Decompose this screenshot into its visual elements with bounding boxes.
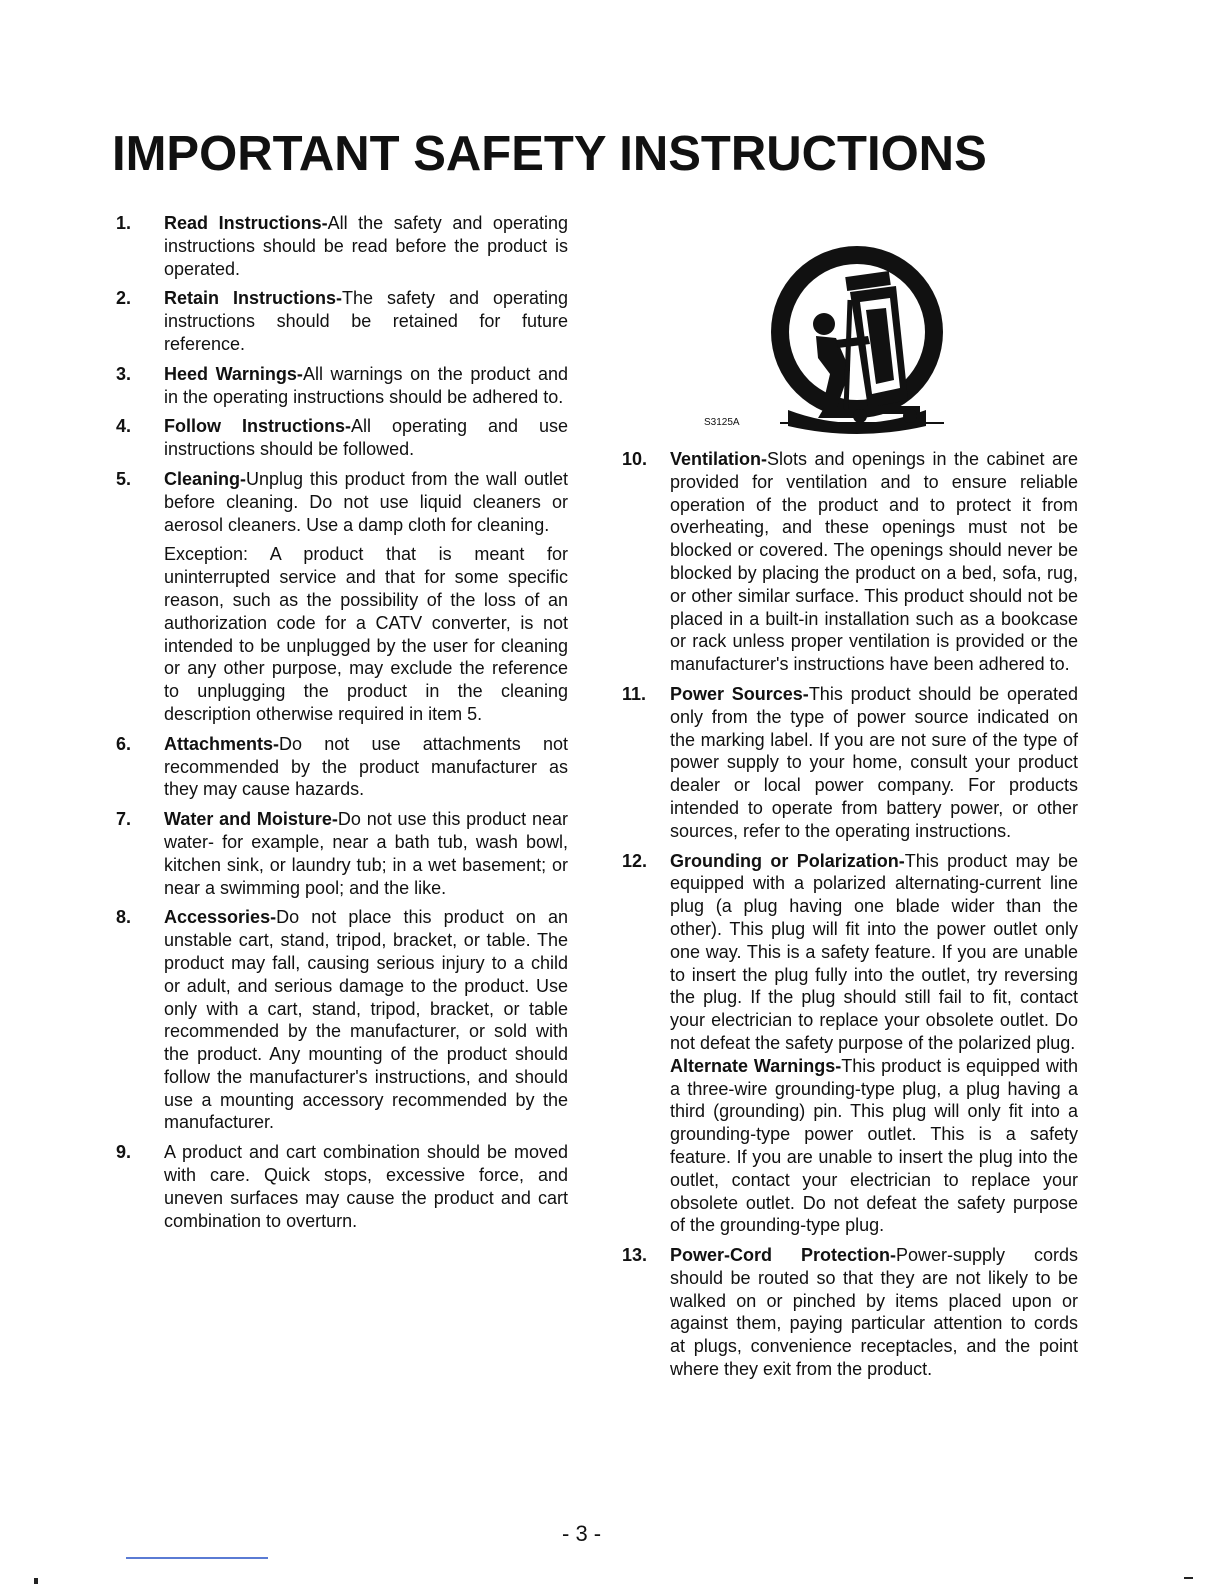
item-heading: Cleaning-: [164, 468, 247, 489]
item-text: The safety and operating instructions should be retained for future reference.: [164, 288, 569, 354]
item-text: Power-supply cords should be routed so that they are not likely to be walked on or pinched by items placed upon or against them, paying particular attention to cords at plugs, convenience receptacles, and the point where they exit from the product.: [670, 1245, 1078, 1380]
item-number: 13.: [622, 1245, 648, 1266]
item-heading: Follow Instructions-: [164, 416, 351, 437]
item-exception-text: Exception: A product that is meant for uninterrupted service and that for some specific reason, such as the possibility of the loss of an authorization code for a CATV converter, is not intended to be unplugged by the user for cleaning or any other purpose, may exclude the reference to unplugging the product in the cleaning description otherwise required in item 5.: [164, 544, 568, 724]
item-number: 2.: [116, 288, 132, 309]
figure-code: S3125A: [704, 417, 740, 428]
safety-item: [622, 1244, 1078, 1381]
item-alternate-warning: [670, 1055, 1078, 1237]
right-column: [622, 448, 1078, 1388]
alternate-text: This product is equipped with a three-wire grounding-type plug, a plug having a third (grounding) pin. This plug will only fit into a grounding-type power outlet. This is a safety feature. If you are unable to insert the plug into the outlet, contact your electrician to replace your obsolete outlet. Do not defeat the safety purpose of the grounding-type plug.: [670, 1055, 1078, 1236]
safety-item: [116, 1141, 568, 1232]
item-number: 10.: [622, 449, 648, 469]
scan-mark: [34, 1578, 38, 1584]
item-heading: Heed Warnings-: [164, 363, 303, 384]
footer-rule: [126, 1557, 268, 1559]
left-column: [116, 212, 568, 1239]
item-text: A product and cart combination should be moved with care. Quick stops, excessive force, and uneven surfaces may cause the product and cart combination to overturn.: [164, 1142, 568, 1231]
page-number: - 3 -: [562, 1521, 602, 1546]
item-text: This product may be equipped with a polarized alternating-current line plug (a plug having one blade wider than the other). This plug will fit into the power outlet only one way. This is a safety feature. If you are unable to insert the plug fully into the outlet, try reversing the plug. If the plug should still fail to fit, contact your electrician to replace your obsolete outlet. Do not defeat the safety purpose of the polarized plug.: [670, 850, 1078, 1053]
item-number: 8.: [116, 907, 132, 928]
safety-item: [622, 448, 1078, 676]
item-number: 11.: [622, 683, 647, 704]
item-number: 6.: [116, 733, 132, 754]
item-number: 12.: [622, 850, 648, 871]
item-heading: Attachments-: [164, 733, 280, 754]
safety-item: [116, 733, 568, 801]
safety-item: [116, 363, 568, 409]
safety-item: [116, 287, 568, 355]
item-text: All the safety and operating instructions should be read before the product is operated.: [164, 213, 568, 279]
cart-tipover-warning-icon: [700, 240, 960, 440]
safety-item: [116, 415, 568, 461]
item-text: Unplug this product from the wall outlet before cleaning. Do not use liquid cleaners or aerosol cleaners. Use a damp cloth for cleaning.: [164, 468, 568, 535]
item-number: 1.: [116, 213, 132, 233]
item-text: All warnings on the product and in the operating instructions should be adhered to.: [164, 363, 568, 407]
item-text: Do not place this product on an unstable cart, stand, tripod, bracket, or table. The product may fall, causing serious injury to a child or adult, and serious damage to the product. Use only with a cart, stand, tripod, bracket, or table recommended by the manufacturer, or sold with the product. Any mounting of the product should follow the manufacturer's instructions, and should use a mounting accessory recommended by the manufacturer.: [164, 907, 568, 1133]
item-number: 7.: [116, 809, 132, 830]
item-number: 9.: [116, 1142, 132, 1163]
page-title: IMPORTANT SAFETY INSTRUCTIONS: [112, 127, 987, 181]
item-text: This product should be operated only from the type of power source indicated on the marking label. If you are not sure of the type of power supply to your home, consult your product dealer or local power company. For products intended to operate from battery power, or other sources, refer to the operating instructions.: [670, 683, 1079, 841]
safety-item: [622, 850, 1078, 1238]
item-text: Do not use this product near water- for example, near a bath tub, wash bowl, kitchen sink, or laundry tub; in a wet basement; or near a swimming pool; and the like.: [164, 809, 568, 898]
item-heading: Accessories-: [164, 907, 277, 928]
item-number: 3.: [116, 363, 132, 384]
item-heading: Retain Instructions-: [164, 288, 342, 309]
safety-item: [622, 683, 1078, 843]
item-heading: Power Sources-: [670, 683, 809, 704]
item-heading: Grounding or Polarization-: [670, 850, 905, 871]
item-text: All operating and use instructions should be followed.: [164, 416, 568, 460]
safety-item: [116, 906, 568, 1134]
item-heading: Power-Cord Protection-: [670, 1245, 896, 1266]
safety-item: [116, 468, 568, 726]
safety-item: [116, 808, 568, 899]
item-number: 5.: [116, 468, 132, 489]
scan-mark: [1184, 1577, 1193, 1579]
item-heading: Water and Moisture-: [164, 809, 338, 830]
safety-item: [116, 212, 568, 280]
item-heading: Read Instructions-: [164, 213, 328, 233]
item-heading: Ventilation-: [670, 449, 768, 469]
item-text: Do not use attachments not recommended by the product manufacturer as they may cause hazards.: [164, 733, 568, 800]
alternate-heading: Alternate Warnings-: [670, 1055, 842, 1076]
item-number: 4.: [116, 416, 132, 437]
item-text: Slots and openings in the cabinet are provided for ventilation and to ensure reliable operation of the product and to protect it from overheating, and these openings must not be blocked or covered. The openings should never be blocked by placing the product on a bed, sofa, rug, or other similar surface. This product should not be placed in a built-in installation such as a bookcase or rack unless proper ventilation is provided or the manufacturer's instructions have been adhered to.: [670, 449, 1078, 675]
